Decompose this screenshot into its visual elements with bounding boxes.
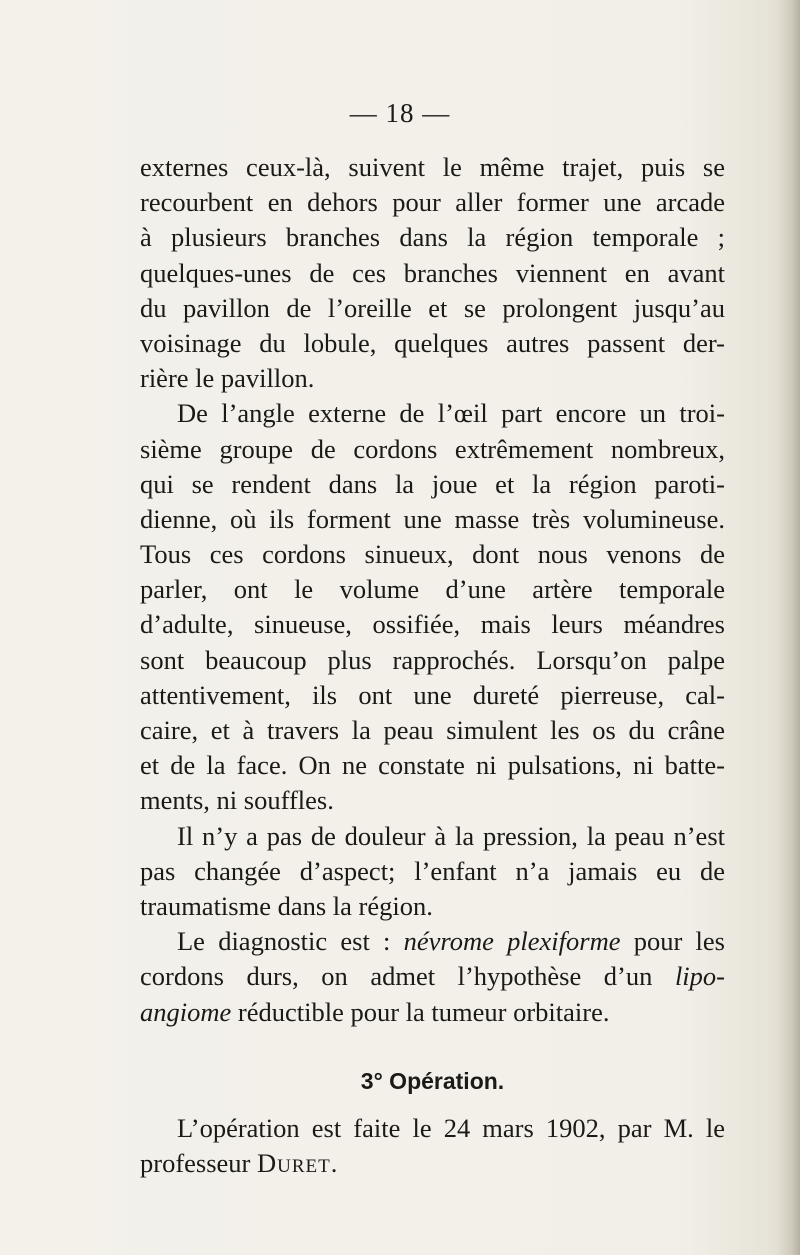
text-line [140,1146,725,1181]
text-line [140,959,725,994]
text-line: externes ceux-là, suivent le même trajet, puis se [140,152,725,182]
text-line: d’adulte, sinueuse, ossifiée, mais leurs méandres [140,609,725,640]
text-line: attentivement, ils ont une dureté pierreuse, cal- [140,679,725,710]
text-run: professeur [140,1148,257,1179]
text-line: qui se rendent dans la joue et la région paroti- [140,468,725,499]
text-line: Il n’y a pas de douleur à la pression, la peau n’est [177,820,725,851]
page-edge-shadow [778,0,800,1255]
italic-term: angiome [140,996,232,1027]
text-line: De l’angle externe de l’œil part encore un troi- [177,398,725,429]
text-line: à plusieurs branches dans la région temporale ; [140,222,725,253]
text-line: parler, ont le volume d’une artère temporale [140,574,725,605]
text-run: réductible pour la tumeur orbitaire. [231,996,610,1027]
text-line: traumatisme dans la région. [140,890,433,921]
text-line: Tous ces cordons sinueux, dont nous venons de [140,539,725,570]
text-line: sont beaucoup plus rapprochés. Lorsqu’on palpe [140,644,725,675]
section-heading: 3° Opération. [360,1067,505,1094]
author-name: Duret [257,1148,331,1179]
text-line: ments, ni souffles. [140,785,334,816]
text-line: voisinage du lobule, quelques autres passent der- [140,327,725,358]
text-line: pas changée d’aspect; l’enfant n’a jamais eu de [140,855,725,886]
text-run: cordons durs, on admet l’hypothèse d’un [140,961,675,992]
text-line: caire, et à travers la peau simulent les os du crâne [140,715,725,745]
text-line: du pavillon de l’oreille et se prolongent jusqu’au [140,292,725,323]
text-line: dienne, où ils forment une masse très volumineuse. [140,503,725,534]
text-run: Le diagnostic est : [177,926,404,957]
italic-term: lipo- [674,961,725,992]
text-line: L’opération est faite le 24 mars 1902, par M. le [177,1112,725,1143]
text-line: rière le pavillon. [140,363,315,394]
text-line [140,924,725,959]
text-line: quelques-unes de ces branches viennent en avant [140,257,725,288]
italic-term: névrome plexiforme [403,926,621,957]
text-run: pour les [620,926,725,957]
body-text [140,150,725,1181]
text-run: . [330,1148,338,1179]
text-line: et de la face. On ne constate ni pulsations, ni batte- [140,750,725,781]
text-line: sième groupe de cordons extrêmement nombreux, [140,433,725,464]
text-line: recourbent en dehors pour aller former une arcade [140,187,725,218]
text-line [140,995,725,1030]
page-number: — 18 — [349,98,451,128]
